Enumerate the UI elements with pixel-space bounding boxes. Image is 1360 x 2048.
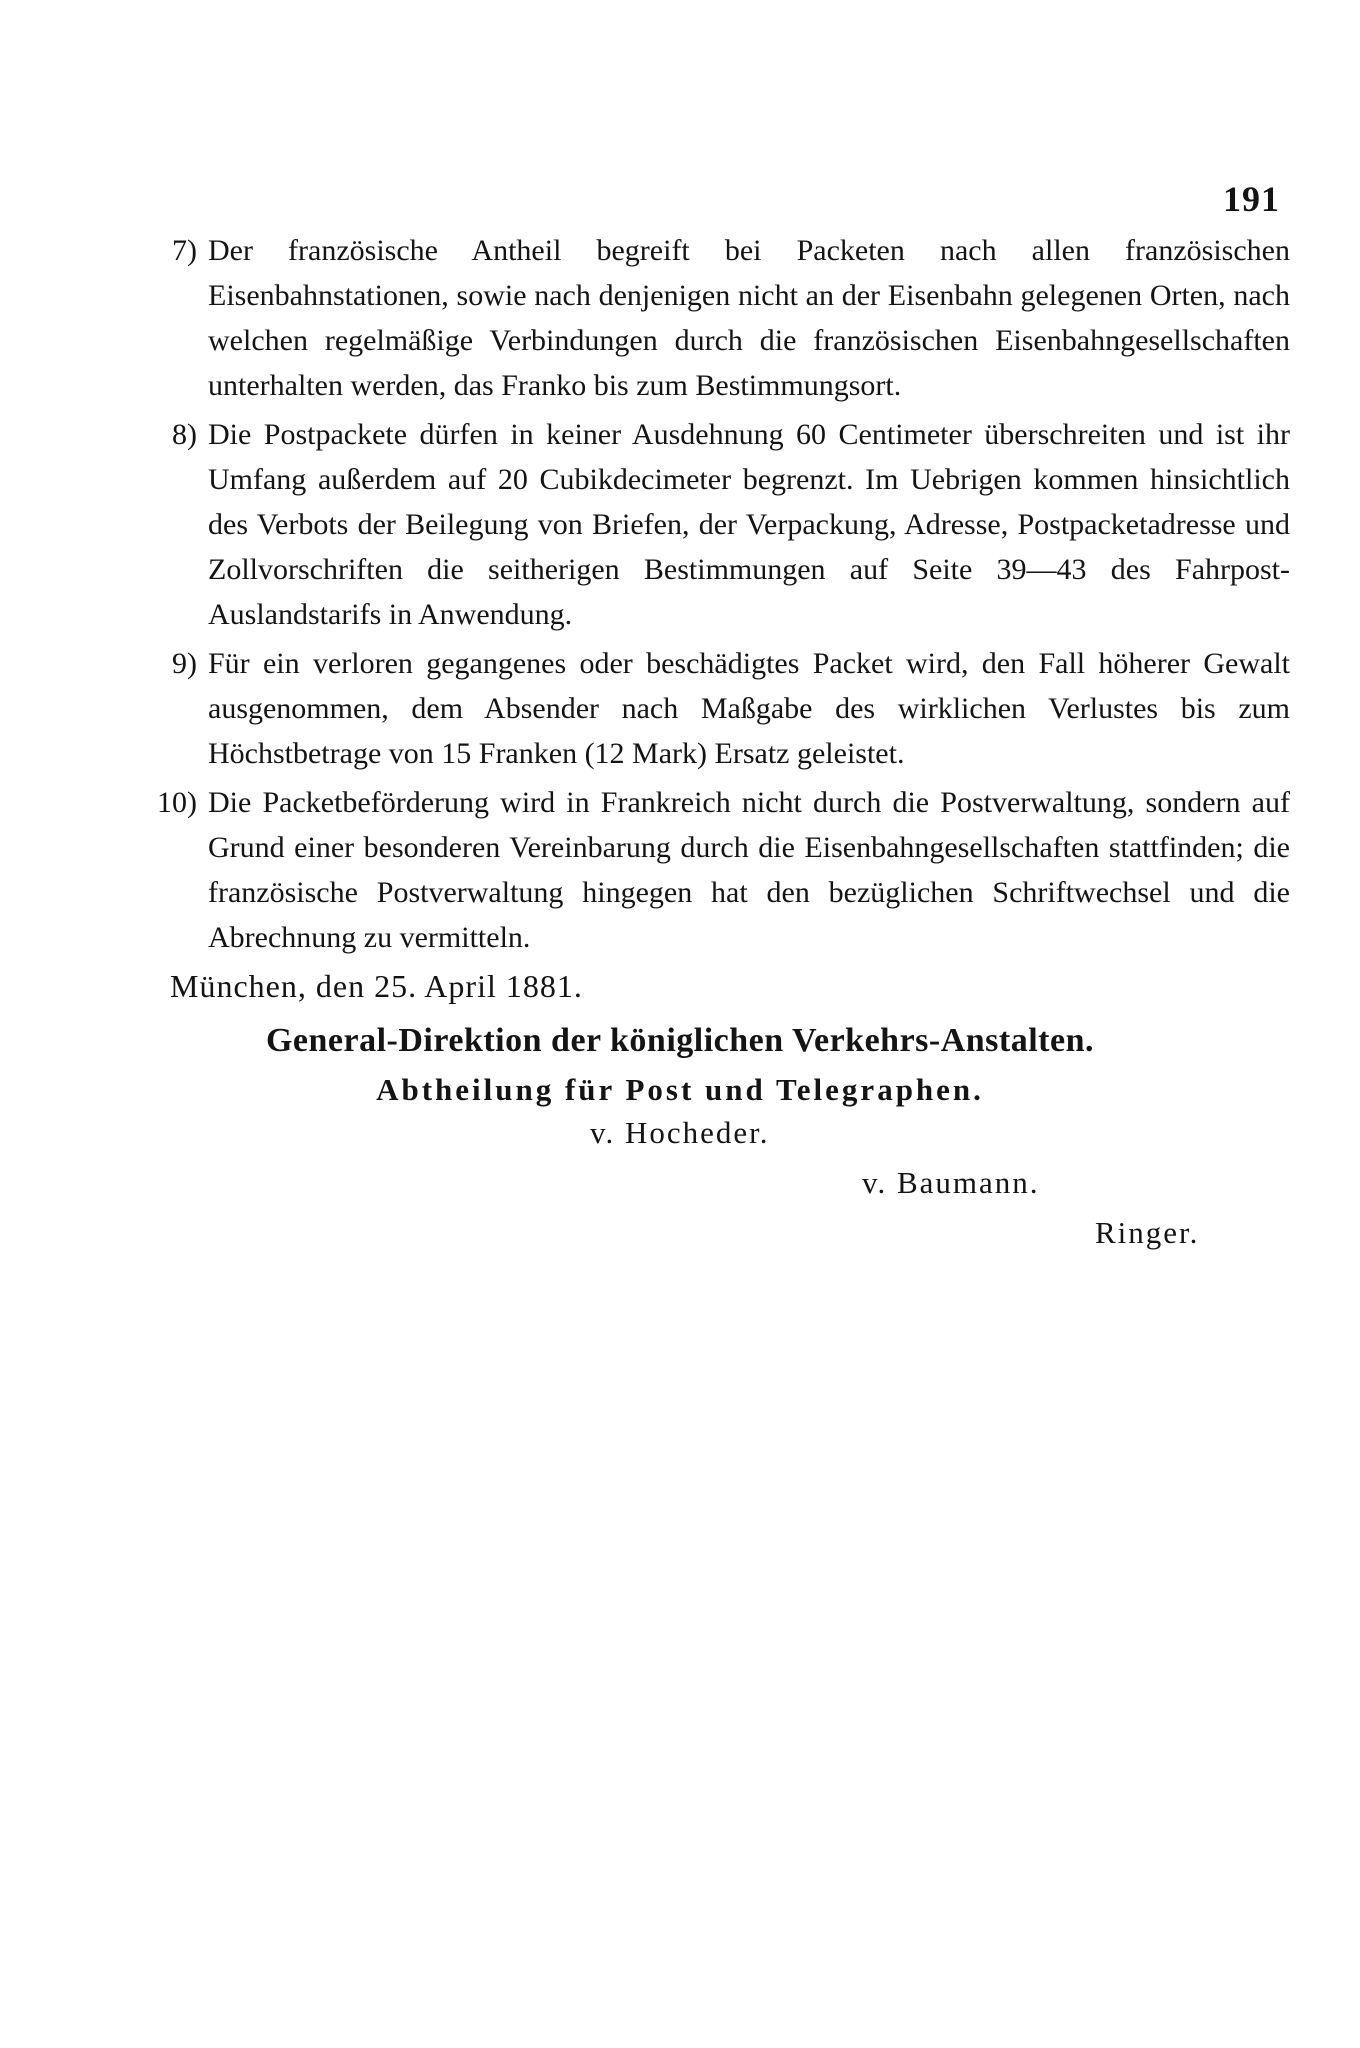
page-number: 191 (1223, 179, 1280, 219)
provision-number: 8) (172, 418, 197, 451)
provision-number: 9) (172, 647, 197, 680)
signatory-name: v. Hocheder. (590, 1115, 770, 1150)
provision-number: 10) (157, 786, 197, 819)
provision-item (145, 641, 1290, 776)
provision-item (145, 228, 1290, 408)
signatory-name: v. Baumann. (862, 1165, 1040, 1200)
issuing-authority: General-Direktion der königlichen Verkehrs-Anstalten. (265, 1022, 1095, 1059)
signatory-name: Ringer. (1095, 1215, 1200, 1250)
provision-text: Der französische Antheil begreift bei Packeten nach allen französischen Eisenbahnstationen, sowie nach denjenigen nicht an der Eisenbahn gelegenen Orten, nach welchen regelmäßige Verbindungen durch die französischen Eisenbahngesellschaften unterhalten werden, das Franko bis zum Bestimmungsort. (208, 234, 1290, 402)
provision-text: Die Packetbeförderung wird in Frankreich nicht durch die Postverwaltung, sondern auf Grund einer besonderen Vereinbarung durch die Eisenbahngesellschaften stattfinden; die französische Postverwaltung hingegen hat den bezüglichen Schriftwechsel und die Abrechnung zu vermitteln. (208, 786, 1290, 954)
numbered-provisions (145, 228, 1290, 964)
provision-text: Für ein verloren gegangenes oder beschädigtes Packet wird, den Fall höherer Gewalt ausgenommen, dem Absender nach Maßgabe des wirklichen Verlustes bis zum Höchstbetrage von 15 Franken (12 Mark) Ersatz geleistet. (208, 647, 1290, 770)
provision-number: 7) (172, 234, 197, 267)
provision-item (145, 780, 1290, 960)
provision-item (145, 412, 1290, 637)
issuing-department: Abtheilung für Post und Telegraphen. (376, 1072, 984, 1107)
provision-text: Die Postpackete dürfen in keiner Ausdehnung 60 Centimeter überschreiten und ist ihr Umfang außerdem auf 20 Cubikdecimeter begrenzt. Im Uebrigen kommen hinsichtlich des Verbots der Beilegung von Briefen, der Verpackung, Adresse, Postpacketadresse und Zollvorschriften die seitherigen Bestimmungen auf Seite 39—43 des Fahrpost-Auslandstarifs in Anwendung. (208, 418, 1290, 631)
dateline: München, den 25. April 1881. (170, 968, 583, 1004)
